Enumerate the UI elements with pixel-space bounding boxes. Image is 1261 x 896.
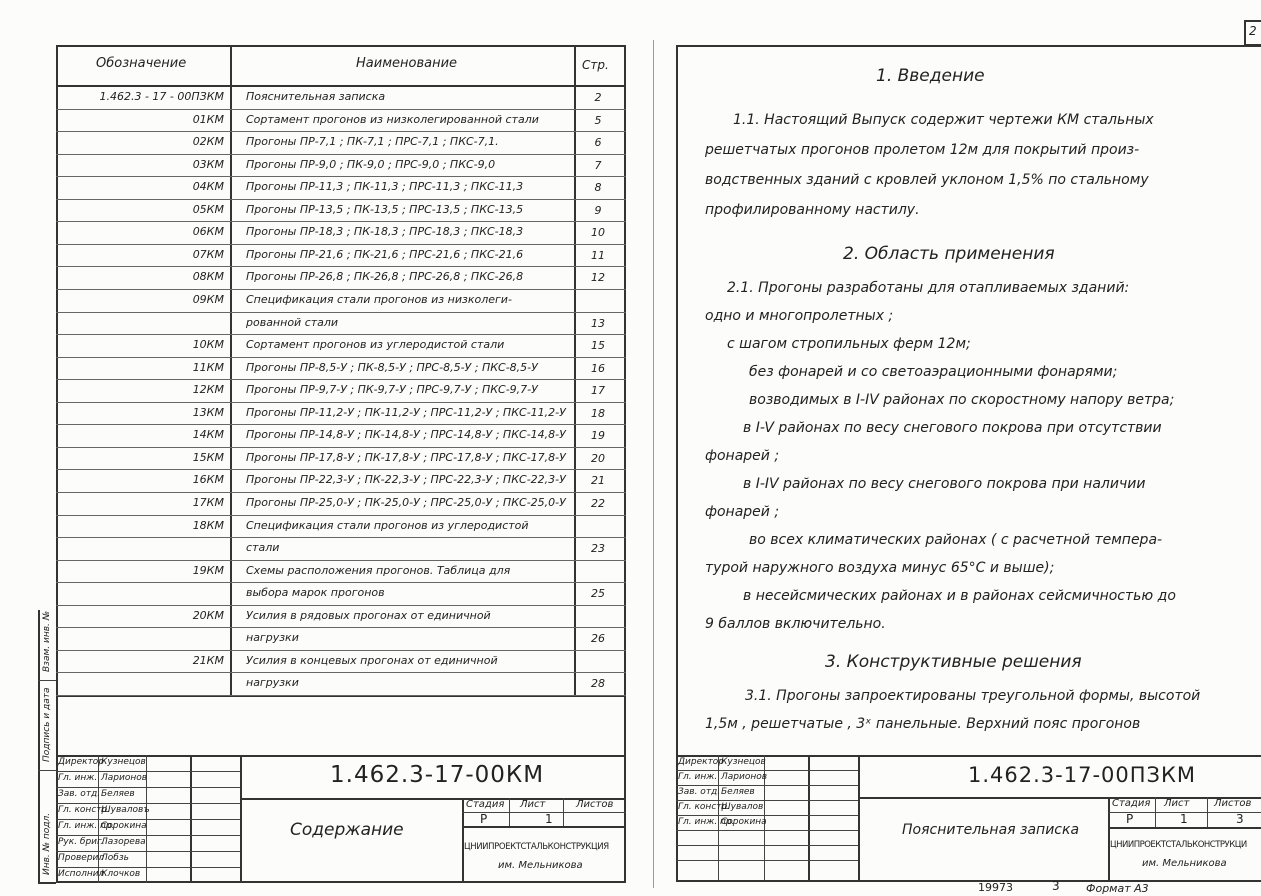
row-designation: 19КМ [192,563,224,577]
s2_lines-line: с шагом стропильных ферм 12м; [727,336,971,352]
row-page: 22 [591,497,605,510]
table-row-line [56,289,626,290]
s1_lines-line: водственных зданий с кровлей уклоном 1,5% по стальному [705,172,1149,188]
table-row-line [56,402,626,403]
table-row-line [56,627,626,628]
row-designation: 07КМ [192,247,224,261]
stamp-name: Кузнецов [101,757,146,767]
stamp-role: Гл. инж. [678,772,718,782]
row-name: Прогоны ПР-7,1 ; ПК-7,1 ; ПРС-7,1 ; ПКС-7,1. [246,135,499,149]
row-name: Прогоны ПР-13,5 ; ПК-13,5 ; ПРС-13,5 ; ПКС-13,5 [246,202,524,216]
row-name: Прогоны ПР-22,3-У ; ПК-22,3-У ; ПРС-22,3-У ; ПКС-22,3-У [246,473,566,487]
header-designation: Обозначение [96,56,187,71]
left-sheet-label: Лист [520,799,546,810]
side-label-inventory: Инв. № подл. [42,812,52,875]
row-designation: 06КМ [192,225,224,239]
row-designation: 17КМ [192,496,224,509]
row-name: Сортамент прогонов из углеродистой стали [246,338,505,352]
section-3-title: 3. Конструктивные решения [825,652,1082,672]
row-page: 12 [591,271,605,285]
table-row-line [56,266,626,267]
stamp-name: Ларионов [101,773,148,783]
row-page: 23 [591,542,605,556]
row-name: Прогоны ПР-9,7-У ; ПК-9,7-У ; ПРС-9,7-У ; ПКС-9,7-У [246,383,538,397]
row-page: 25 [591,587,605,601]
row-name: Спецификация стали прогонов из углеродистой [246,518,529,532]
footer-format: Формат А3 [1086,882,1149,895]
table-row-line [56,221,626,222]
table-row-line [56,515,626,516]
stamp-role: Гл. констр. [58,805,111,815]
stamp-role: Гл. инж. пр. [58,821,115,831]
stamp-name: Кузнецов [721,757,766,767]
row-page: 19 [591,429,605,443]
row-name: рованной стали [246,315,339,329]
stamp-role: Директор [58,757,105,767]
table-row-line [56,131,626,132]
s2_lines-line: фонарей ; [705,448,780,464]
left-stage-value: Р [480,812,488,826]
s3_lines-line: 3.1. Прогоны запроектированы треугольной формы, высотой [745,688,1201,704]
row-name: Спецификация стали прогонов из низколеги- [246,293,512,306]
row-page: 11 [591,248,605,262]
stamp-name: Сорокина [101,821,147,831]
stamp-name: Шуваловъ [101,805,150,815]
s2_lines-line: одно и многопролетных ; [705,308,894,324]
row-name: Прогоны ПР-26,8 ; ПК-26,8 ; ПРС-26,8 ; ПКС-26,8 [246,270,524,284]
stamp-name: Лобзь [101,853,129,863]
stamp-name: Лазорева [101,837,146,847]
row-page: 21 [591,474,605,488]
s2_lines-line: в I-IV районах по весу снегового покрова при наличии [743,476,1146,492]
s2_lines-line: в I-V районах по весу снегового покрова при отсутствии [743,420,1162,436]
row-page: 7 [594,158,602,172]
table-row-line [56,582,626,583]
row-designation: 18КМ [192,518,224,532]
row-designation: 11КМ [192,360,224,374]
table-row-line [56,379,626,380]
row-designation: 02КМ [192,135,224,149]
row-page: 8 [594,181,602,195]
row-name: стали [246,541,280,555]
table-row-line [56,357,626,358]
row-page: 10 [591,226,605,240]
row-page: 13 [591,316,605,330]
row-designation: 16КМ [192,473,224,487]
stamp-role: Гл. констр. [678,802,731,812]
right-sheet-title: Пояснительная записка [902,822,1080,838]
right-sheet-label: Лист [1164,798,1190,809]
s2_lines-line: во всех климатических районах ( с расчетной темпера- [749,532,1163,548]
stamp-name: Сорокина [721,817,767,827]
row-name: Схемы расположения прогонов. Таблица для [246,563,511,577]
section-1-title: 1. Введение [876,66,985,86]
row-page: 17 [591,384,605,398]
row-designation: 1.462.3 - 17 - 00ПЗКМ [99,90,224,103]
row-designation: 12КМ [192,383,224,397]
stamp-name: Ларионов [721,772,768,782]
stamp-role: Проверил [58,853,105,863]
row-name: Прогоны ПР-17,8-У ; ПК-17,8-У ; ПРС-17,8-У ; ПКС-17,8-У [246,450,566,464]
row-designation: 04КМ [192,180,224,194]
table-row-line [56,109,626,110]
table-row-line [56,537,626,538]
row-name: Прогоны ПР-25,0-У ; ПК-25,0-У ; ПРС-25,0-У ; ПКС-25,0-У [246,496,566,509]
row-page: 26 [591,632,605,646]
right-org-sub: им. Мельникова [1142,858,1227,869]
stamp-role: Рук. бриг. [58,837,105,847]
right-stage-label: Стадия [1112,798,1151,809]
row-name: нагрузки [246,676,299,690]
row-designation: 03КМ [192,157,224,171]
row-page: 9 [594,203,602,217]
row-name: Прогоны ПР-14,8-У ; ПК-14,8-У ; ПРС-14,8-У ; ПКС-14,8-У [246,428,566,442]
right-sheets-value: 3 [1236,812,1244,826]
corner-page-number: 2 [1249,24,1257,38]
s2_lines-line: фонарей ; [705,504,780,520]
left-org-sub: им. Мельникова [498,860,583,871]
row-page: 6 [594,136,602,150]
footer-number: 19973 [978,881,1013,894]
s3_lines-line: 1,5м , решетчатые , 3ˣ панельные. Верхний пояс прогонов [705,716,1141,732]
side-label-replace: Взам. инв. № [42,610,52,672]
fold-line [653,40,654,888]
s2_lines-line: возводимых в I-IV районах по скоростному напору ветра; [749,392,1175,408]
table-row-line [56,560,626,561]
s1_lines-line: решетчатых прогонов пролетом 12м для покрытий произ- [705,142,1140,158]
row-name: нагрузки [246,631,299,645]
row-page: 28 [591,677,605,691]
table-row-line [56,154,626,155]
stamp-role: Гл. инж. [58,773,98,783]
row-designation: 05КМ [192,202,224,216]
stamp-role: Зав. отд. [678,787,721,797]
s2_lines-line: 9 баллов включительно. [705,616,886,632]
header-name: Наименование [356,56,458,71]
right-sheets-label: Листов [1214,798,1252,809]
section-2-title: 2. Область применения [843,244,1055,264]
row-page: 20 [591,451,605,465]
table-row-line [56,424,626,425]
row-name: Пояснительная записка [246,90,386,103]
footer-page: 3 [1052,879,1060,893]
s1_lines-line: профилированному настилу. [705,202,920,218]
table-row-line [56,469,626,470]
right-sheet-value: 1 [1180,812,1188,826]
table-row-line [56,244,626,245]
left-sheet-title: Содержание [290,820,404,840]
row-page: 5 [594,113,602,127]
row-name: Сортамент прогонов из низколегированной стали [246,112,539,126]
row-page: 2 [594,91,602,104]
left-drawing-code: 1.462.3-17-00КМ [330,762,545,788]
row-designation: 08КМ [192,270,224,284]
row-name: выбора марок прогонов [246,586,385,600]
row-designation: 13КМ [192,405,224,419]
row-designation: 10КМ [192,338,224,352]
row-name: Прогоны ПР-18,3 ; ПК-18,3 ; ПРС-18,3 ; ПКС-18,3 [246,225,524,239]
table-row-line [56,447,626,448]
left-sheets-label: Листов [576,799,614,810]
stamp-role: Зав. отд. [58,789,101,799]
row-name: Прогоны ПР-8,5-У ; ПК-8,5-У ; ПРС-8,5-У ; ПКС-8,5-У [246,360,538,374]
stamp-name: Беляев [721,787,755,797]
s2_lines-line: 2.1. Прогоны разработаны для отапливаемых зданий: [727,280,1130,296]
row-name: Усилия в концевых прогонах от единичной [246,653,498,667]
left-stage-label: Стадия [466,799,505,810]
row-name: Прогоны ПР-9,0 ; ПК-9,0 ; ПРС-9,0 ; ПКС-9,0 [246,157,496,171]
row-designation: 20КМ [192,608,224,622]
row-page: 15 [591,339,605,353]
left-org: ЦНИИПРОЕКТСТАЛЬКОНСТРУКЦИЯ [464,842,609,852]
row-designation: 15КМ [192,450,224,464]
stamp-name: Шувалов [721,802,764,812]
row-designation: 09КМ [192,293,224,306]
s2_lines-line: в несейсмических районах и в районах сейсмичностью до [743,588,1176,604]
row-designation: 21КМ [192,653,224,667]
row-name: Усилия в рядовых прогонах от единичной [246,608,491,622]
table-row-line [56,199,626,200]
table-row-line [56,334,626,335]
stamp-role: Исполнил [58,869,105,879]
row-designation: 14КМ [192,428,224,442]
stamp-name: Беляев [101,789,135,799]
right-org: ЦНИИПРОЕКТСТАЛЬКОНСТРУКЦИ [1110,840,1247,850]
table-row-line [56,605,626,606]
stamp-role: Директор [678,757,725,767]
row-designation: 01КМ [192,112,224,126]
table-row-line [56,176,626,177]
stamp-role: Гл. инж. пр. [678,817,735,827]
row-name: Прогоны ПР-21,6 ; ПК-21,6 ; ПРС-21,6 ; ПКС-21,6 [246,247,524,261]
right-drawing-code: 1.462.3-17-00ПЗКМ [968,763,1197,787]
stamp-name: Клочков [101,869,141,879]
left-sheet-value: 1 [545,812,553,826]
header-page: Стр. [582,58,609,72]
table-row-line [56,672,626,673]
s2_lines-line: без фонарей и со светоаэрационными фонарями; [749,364,1118,380]
table-row-line [56,492,626,493]
row-name: Прогоны ПР-11,3 ; ПК-11,3 ; ПРС-11,3 ; ПКС-11,3 [246,180,524,194]
s1_lines-line: 1.1. Настоящий Выпуск содержит чертежи КМ стальных [733,112,1154,128]
row-page: 16 [591,361,605,375]
table-row-line [56,650,626,651]
right-stage-value: Р [1126,812,1134,826]
s2_lines-line: турой наружного воздуха минус 65°С и выше); [705,560,1055,576]
row-name: Прогоны ПР-11,2-У ; ПК-11,2-У ; ПРС-11,2-У ; ПКС-11,2-У [246,405,566,419]
row-page: 18 [591,406,605,420]
table-row-line [56,312,626,313]
side-label-signature: Подпись и дата [42,687,52,762]
table-row-line [56,695,626,696]
